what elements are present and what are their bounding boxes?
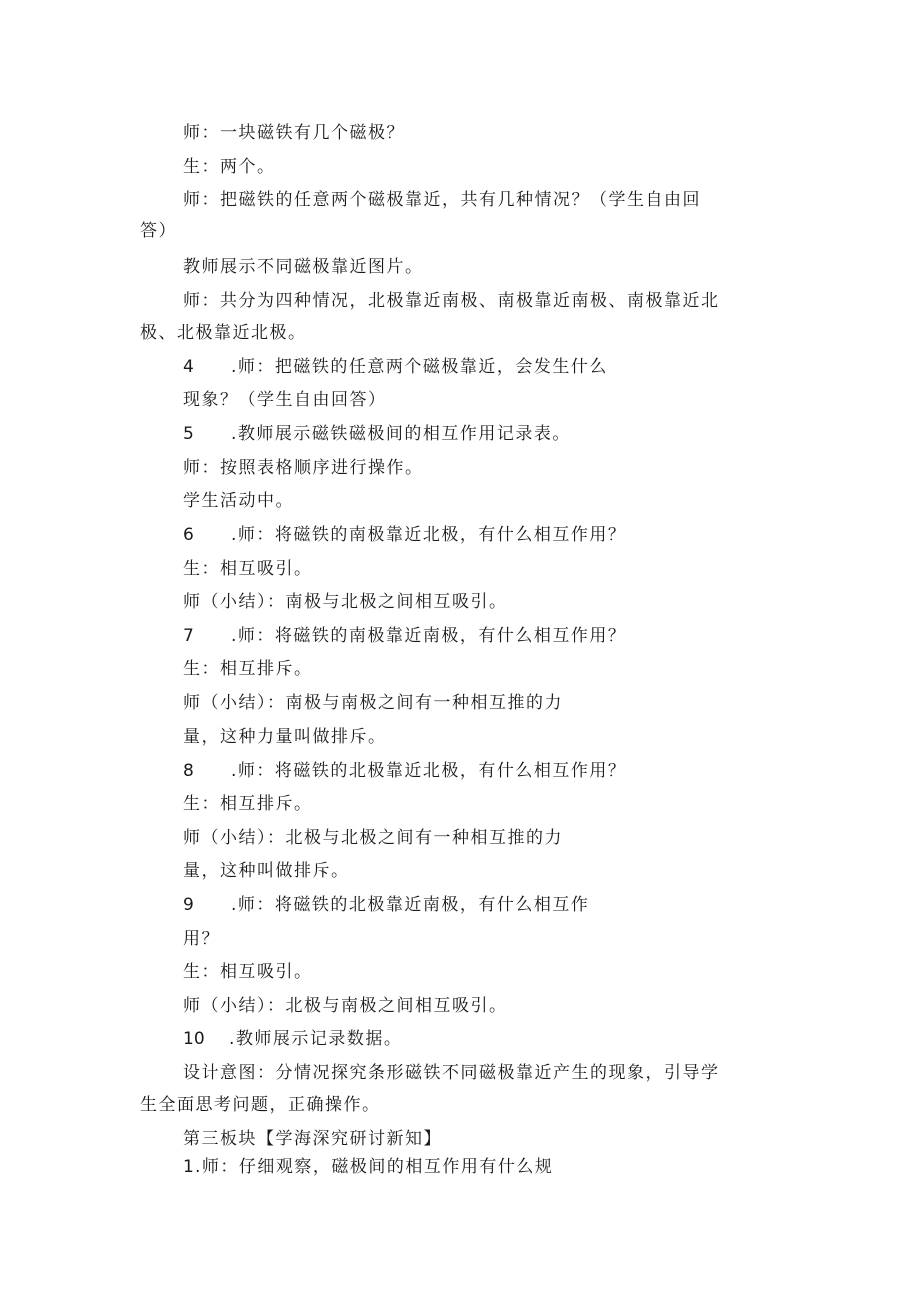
item-number: 1	[183, 1157, 194, 1177]
numbered-item	[183, 423, 571, 445]
text-line: 师：共分为四种情况，北极靠近南极、南极靠近南极、南极靠近北	[183, 291, 720, 311]
text-line: 师（小结）：北极与北极之间有一种相互推的力	[183, 828, 563, 848]
text-line: 师：一块磁铁有几个磁极？	[183, 123, 405, 143]
item-number: 7	[183, 626, 194, 646]
text-line: 生：相互排斥。	[183, 794, 313, 814]
text-line: 生：两个。	[183, 157, 276, 177]
numbered-item	[183, 894, 589, 916]
text-line: 师：把磁铁的任意两个磁极靠近，共有几种情况？（学生自由回	[183, 190, 701, 210]
text-line: 设计意图：分情况探究条形磁铁不同磁极靠近产生的现象，引导学	[183, 1063, 720, 1083]
item-text: .师：将磁铁的南极靠近南极，有什么相互作用？	[231, 626, 627, 646]
text-line: 师（小结）：南极与北极之间相互吸引。	[183, 592, 508, 612]
item-text: .师：把磁铁的任意两个磁极靠近，会发生什么	[231, 357, 608, 377]
item-text: .教师展示磁铁磁极间的相互作用记录表。	[231, 424, 571, 444]
numbered-item	[183, 625, 626, 647]
text-line: 师（小结）：南极与南极之间有一种相互推的力	[183, 693, 563, 713]
section-heading: 第三板块【学海深究研讨新知】	[183, 1129, 442, 1149]
item-number: 10	[183, 1029, 205, 1049]
text-line: 用？	[183, 929, 220, 949]
numbered-item	[183, 1156, 553, 1178]
numbered-item	[183, 524, 626, 546]
numbered-item	[183, 356, 608, 378]
text-line: 师（小结）：北极与南极之间相互吸引。	[183, 996, 508, 1016]
text-line: 量，这种力量叫做排斥。	[183, 727, 387, 747]
item-text: .师：将磁铁的南极靠近北极，有什么相互作用？	[231, 525, 627, 545]
item-text: .师：将磁铁的北极靠近北极，有什么相互作用？	[231, 761, 627, 781]
text-line: 生：相互吸引。	[183, 962, 313, 982]
text-line: 学生活动中。	[183, 491, 294, 511]
item-number: 6	[183, 525, 194, 545]
item-number: 9	[183, 895, 194, 915]
text-line: 师：按照表格顺序进行操作。	[183, 458, 424, 478]
item-text: .教师展示记录数据。	[229, 1029, 403, 1049]
numbered-item	[183, 1028, 402, 1050]
item-number: 4	[183, 357, 194, 377]
item-number: 8	[183, 761, 194, 781]
item-number: 5	[183, 424, 194, 444]
text-line: 生全面思考问题，正确操作。	[140, 1095, 381, 1115]
text-line: 量，这种叫做排斥。	[183, 861, 350, 881]
text-line: 极、北极靠近北极。	[140, 323, 307, 343]
numbered-item	[183, 760, 626, 782]
text-line: 生：相互排斥。	[183, 659, 313, 679]
text-line: 答）	[140, 221, 177, 241]
item-text: .师：将磁铁的北极靠近南极，有什么相互作	[231, 895, 590, 915]
text-line: 教师展示不同磁极靠近图片。	[183, 257, 424, 277]
item-text: .师：仔细观察，磁极间的相互作用有什么规	[195, 1157, 554, 1177]
text-line: 现象？（学生自由回答）	[183, 390, 387, 410]
text-line: 生：相互吸引。	[183, 559, 313, 579]
